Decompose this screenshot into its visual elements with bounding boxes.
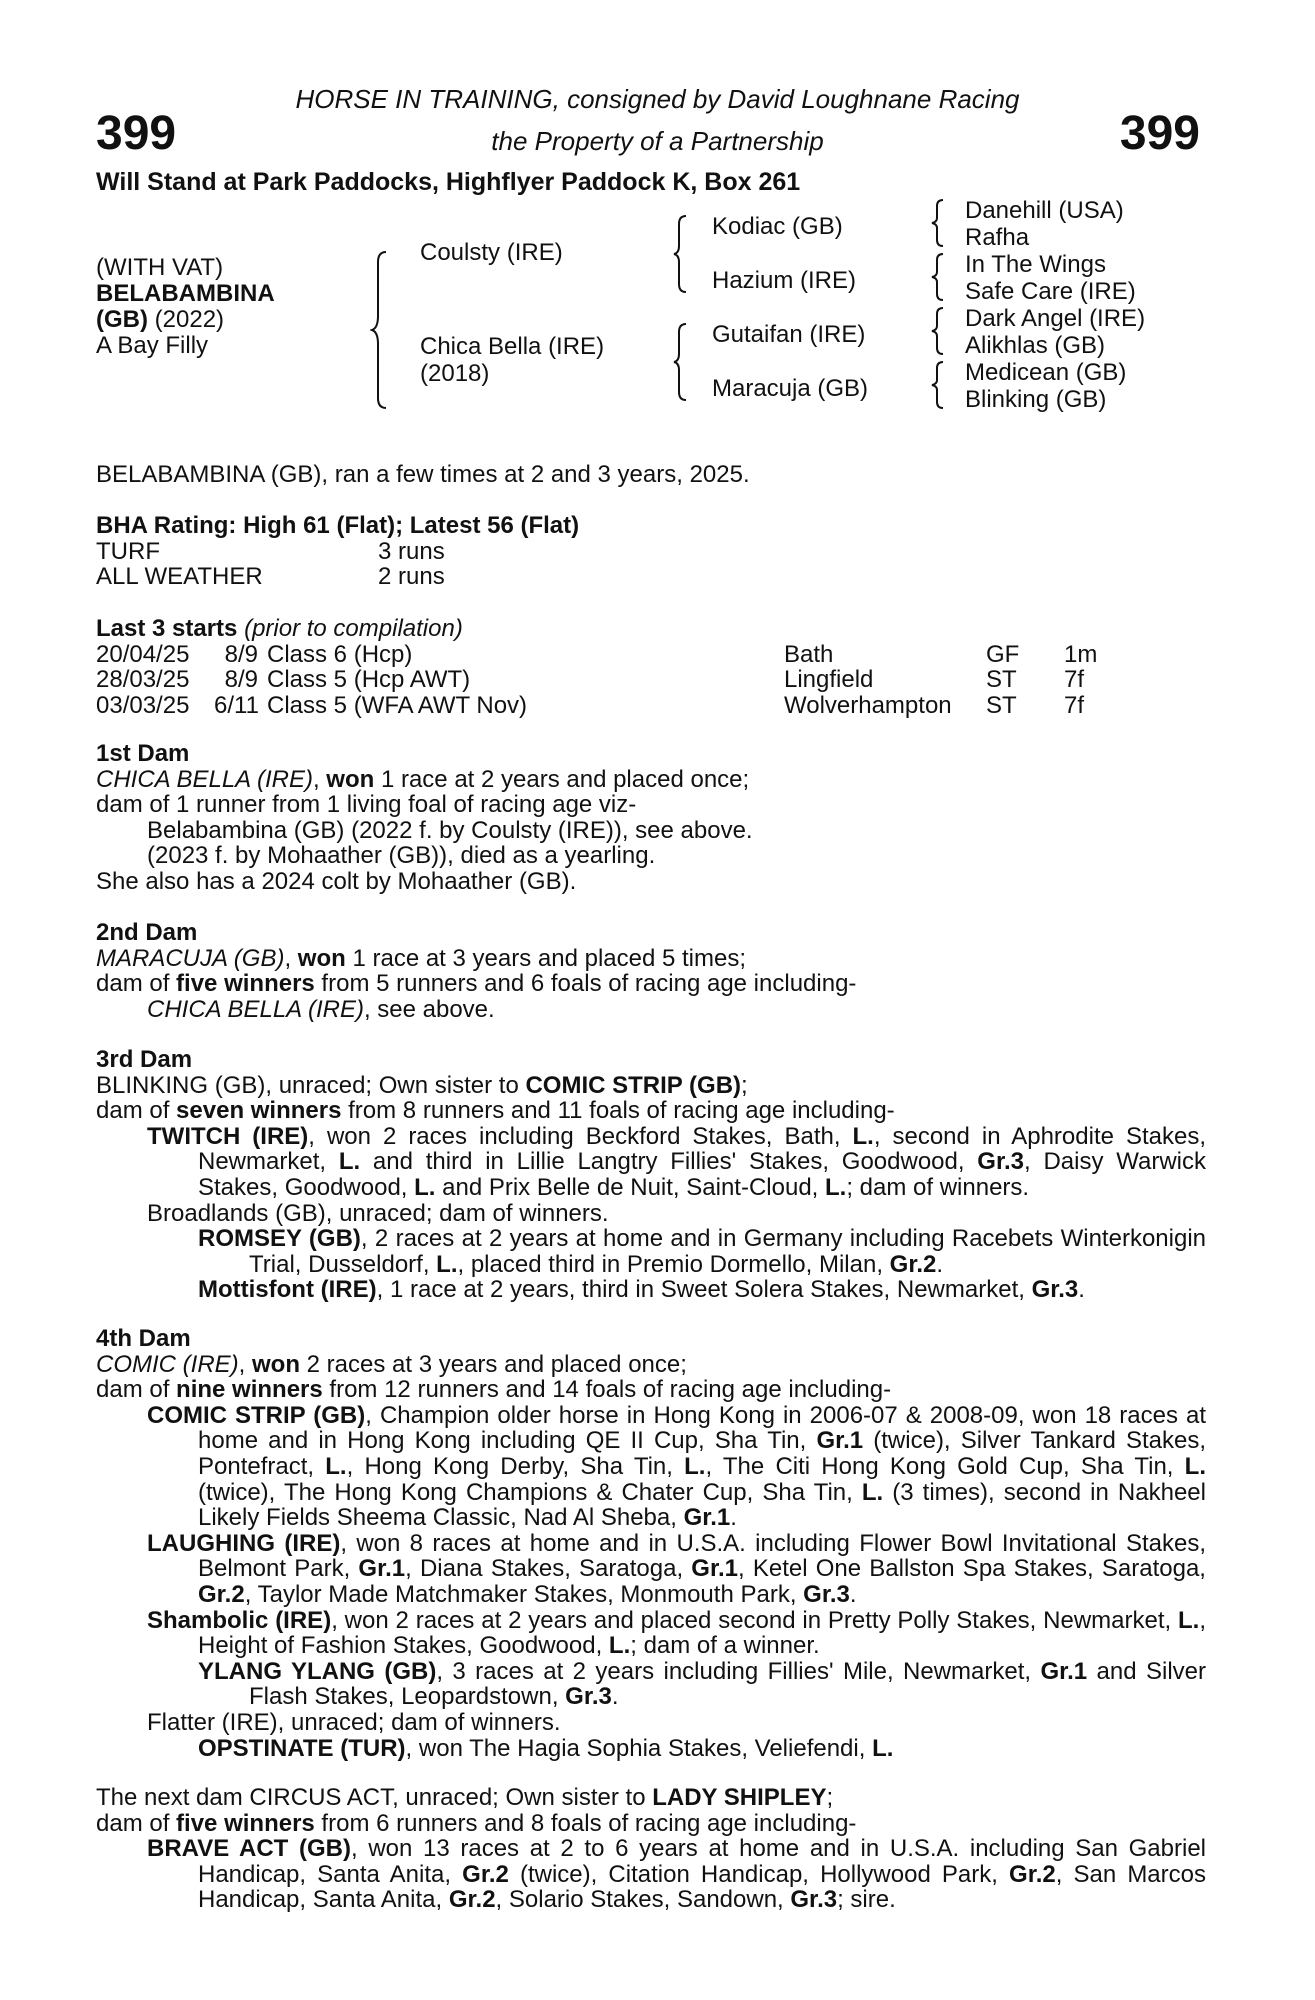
first-dam-title: 1st Dam [96, 740, 190, 767]
horse-name: BELABAMBINA [96, 280, 275, 307]
race-summary: BELABAMBINA (GB), ran a few times at 2 and 3 years, 2025. [96, 461, 750, 488]
dam: Chica Bella (IRE) [420, 333, 605, 360]
produce-romsey: ROMSEY (GB), 2 races at 2 years at home and in Germany including Racebets Winterkonigin Trial, Dusseldorf, L., placed third in Premio Dormello, Milan, Gr.2. [198, 1225, 1206, 1278]
produce-item: CHICA BELLA (IRE), see above. [147, 995, 495, 1023]
next-dam [96, 1785, 1206, 1913]
produce-item: (2023 f. by Mohaather (GB)), died as a yearling. [147, 842, 656, 870]
third-dam [96, 1047, 1206, 1303]
produce-mottisfont: Mottisfont (IRE), 1 race at 2 years, third in Sweet Solera Stakes, Newmarket, Gr.3. [198, 1276, 1085, 1304]
brace-gen3-4 [930, 360, 946, 410]
rating-row-aw: ALL WEATHER 2 runs [96, 563, 445, 591]
start-row: 28/03/25 8/9 Class 5 (Hcp AWT) Lingfield ST 7f [96, 666, 1085, 694]
last-starts [96, 616, 1206, 718]
horse-description: A Bay Filly [96, 332, 209, 359]
ped-sss: Danehill (USA) [965, 197, 1124, 224]
header-line-1: HORSE IN TRAINING, consigned by David Loughnane Racing [295, 84, 1020, 114]
third-dam-produce: dam of seven winners from 8 runners and 11 foals of racing age including- [96, 1097, 895, 1125]
lot-number-right: 399 [1119, 107, 1200, 160]
start-row: 20/04/25 8/9 Class 6 (Hcp) Bath GF 1m [96, 640, 1098, 668]
produce-twitch: TWITCH (IRE), won 2 races including Beckford Stakes, Bath, L., second in Aphrodite Stakes, Newmarket, L. and third in Lillie Langtry Fillies' Stakes, Goodwood, Gr.3, Daisy Warwick Stakes, Goodwood, L. and Prix Belle de Nuit, Saint-Cloud, L.; dam of winners. [147, 1122, 1206, 1201]
ped-dds: Medicean (GB) [965, 359, 1127, 386]
lot-number-left: 399 [96, 107, 177, 160]
produce-item: Belabambina (GB) (2022 f. by Coulsty (IRE)), see above. [147, 816, 753, 844]
dam-dam: Maracuja (GB) [712, 375, 869, 402]
rating-section [96, 513, 1206, 590]
ped-ddd: Blinking (GB) [965, 386, 1107, 413]
brace-gen1 [370, 250, 390, 410]
dam-year: (2018) [420, 360, 490, 387]
produce-broadlands: Broadlands (GB), unraced; dam of winners. [147, 1199, 609, 1227]
second-dam-produce: dam of five winners from 5 runners and 6 foals of racing age including- [96, 970, 857, 998]
second-dam-line: MARACUJA (GB), won 1 race at 3 years and placed 5 times; [96, 944, 747, 972]
third-dam-line: BLINKING (GB), unraced; Own sister to COMIC STRIP (GB); [96, 1071, 748, 1099]
fourth-dam [96, 1326, 1206, 1761]
third-dam-title: 3rd Dam [96, 1046, 193, 1073]
fourth-dam-line: COMIC (IRE), won 2 races at 3 years and placed once; [96, 1350, 687, 1378]
ped-dsd: Alikhlas (GB) [965, 332, 1106, 359]
consignment-header [0, 78, 1315, 162]
ped-sdd: Safe Care (IRE) [965, 278, 1136, 305]
produce-laughing: LAUGHING (IRE), won 8 races at home and in U.S.A. including Flower Bowl Invitational Stakes, Belmont Park, Gr.1, Diana Stakes, Saratoga, Gr.1, Ketel One Ballston Spa Stakes, Saratoga, Gr.2, Taylor Made Matchmaker Stakes, Monmouth Park, Gr.3. [147, 1529, 1206, 1608]
brace-gen2-dam [672, 322, 690, 402]
sire-sire: Kodiac (GB) [712, 213, 843, 240]
produce-comic-strip: COMIC STRIP (GB), Champion older horse in Hong Kong in 2006-07 & 2008-09, won 18 races at home and in Hong Kong including QE II Cup, Sha Tin, Gr.1 (twice), Silver Tankard Stakes, Pontefract, L., Hong Kong Derby, Sha Tin, L., The Citi Hong Kong Gold Cup, Sha Tin, L. (twice), The Hong Kong Champions & Chater Cup, Sha Tin, L. (3 times), second in Nakheel Likely Fields Sheema Classic, Nad Al Sheba, Gr.1. [147, 1401, 1207, 1532]
brace-gen2-sire [672, 214, 690, 294]
fourth-dam-title: 4th Dam [96, 1325, 191, 1352]
first-dam-note: She also has a 2024 colt by Mohaather (GB). [96, 867, 577, 895]
brace-gen3-1 [930, 198, 946, 248]
second-dam [96, 920, 1206, 1022]
rating-title: BHA Rating: High 61 (Flat); Latest 56 (Flat) [96, 512, 580, 539]
brace-gen3-3 [930, 306, 946, 356]
produce-opstinate: OPSTINATE (TUR), won The Hagia Sophia Stakes, Veliefendi, L. [198, 1734, 894, 1762]
start-row: 03/03/25 6/11 Class 5 (WFA AWT Nov) Wolverhampton ST 7f [96, 691, 1085, 719]
fourth-dam-produce: dam of nine winners from 12 runners and 14 foals of racing age including- [96, 1376, 892, 1404]
header-line-2: the Property of a Partnership [491, 126, 824, 156]
produce-ylang-ylang: YLANG YLANG (GB), 3 races at 2 years including Fillies' Mile, Newmarket, Gr.1 and Silver Flash Stakes, Leopardstown, Gr.3. [198, 1657, 1207, 1711]
produce-shambolic: Shambolic (IRE), won 2 races at 2 years and placed second in Pretty Polly Stakes, Newmarket, L., Height of Fashion Stakes, Goodwood, L.; dam of a winner. [147, 1606, 1206, 1660]
dam-sire: Gutaifan (IRE) [712, 321, 866, 348]
ped-ssd: Rafha [965, 224, 1030, 251]
first-dam-produce: dam of 1 runner from 1 living foal of racing age viz- [96, 791, 637, 819]
ped-dss: Dark Angel (IRE) [965, 305, 1146, 332]
first-dam-line: CHICA BELLA (IRE), won 1 race at 2 years and placed once; [96, 765, 750, 793]
first-dam [96, 741, 1206, 895]
second-dam-title: 2nd Dam [96, 919, 198, 946]
next-dam-line: The next dam CIRCUS ACT, unraced; Own sister to LADY SHIPLEY; [96, 1784, 834, 1811]
stand-location: Will Stand at Park Paddocks, Highflyer Paddock K, Box 261 [96, 168, 801, 196]
rating-row-turf: TURF 3 runs [96, 537, 445, 565]
produce-brave-act: BRAVE ACT (GB), won 13 races at 2 to 6 years at home and in U.S.A. including San Gabriel Handicap, Santa Anita, Gr.2 (twice), Citation Handicap, Hollywood Park, Gr.2, San Marcos Handicap, Santa Anita, Gr.2, Solario Stakes, Sandown, Gr.3; sire. [147, 1835, 1207, 1914]
brace-gen3-2 [930, 252, 946, 302]
ped-sds: In The Wings [965, 251, 1106, 278]
sire: Coulsty (IRE) [420, 239, 563, 266]
sire-dam: Hazium (IRE) [712, 267, 857, 294]
vat-note: (WITH VAT) [96, 254, 224, 281]
horse-origin: (GB) (2022) [96, 306, 225, 333]
last-starts-title: Last 3 starts (prior to compilation) [96, 615, 463, 642]
produce-flatter: Flatter (IRE), unraced; dam of winners. [147, 1708, 561, 1736]
pedigree-table [0, 198, 1315, 418]
next-dam-produce: dam of five winners from 6 runners and 8 foals of racing age including- [96, 1809, 857, 1837]
